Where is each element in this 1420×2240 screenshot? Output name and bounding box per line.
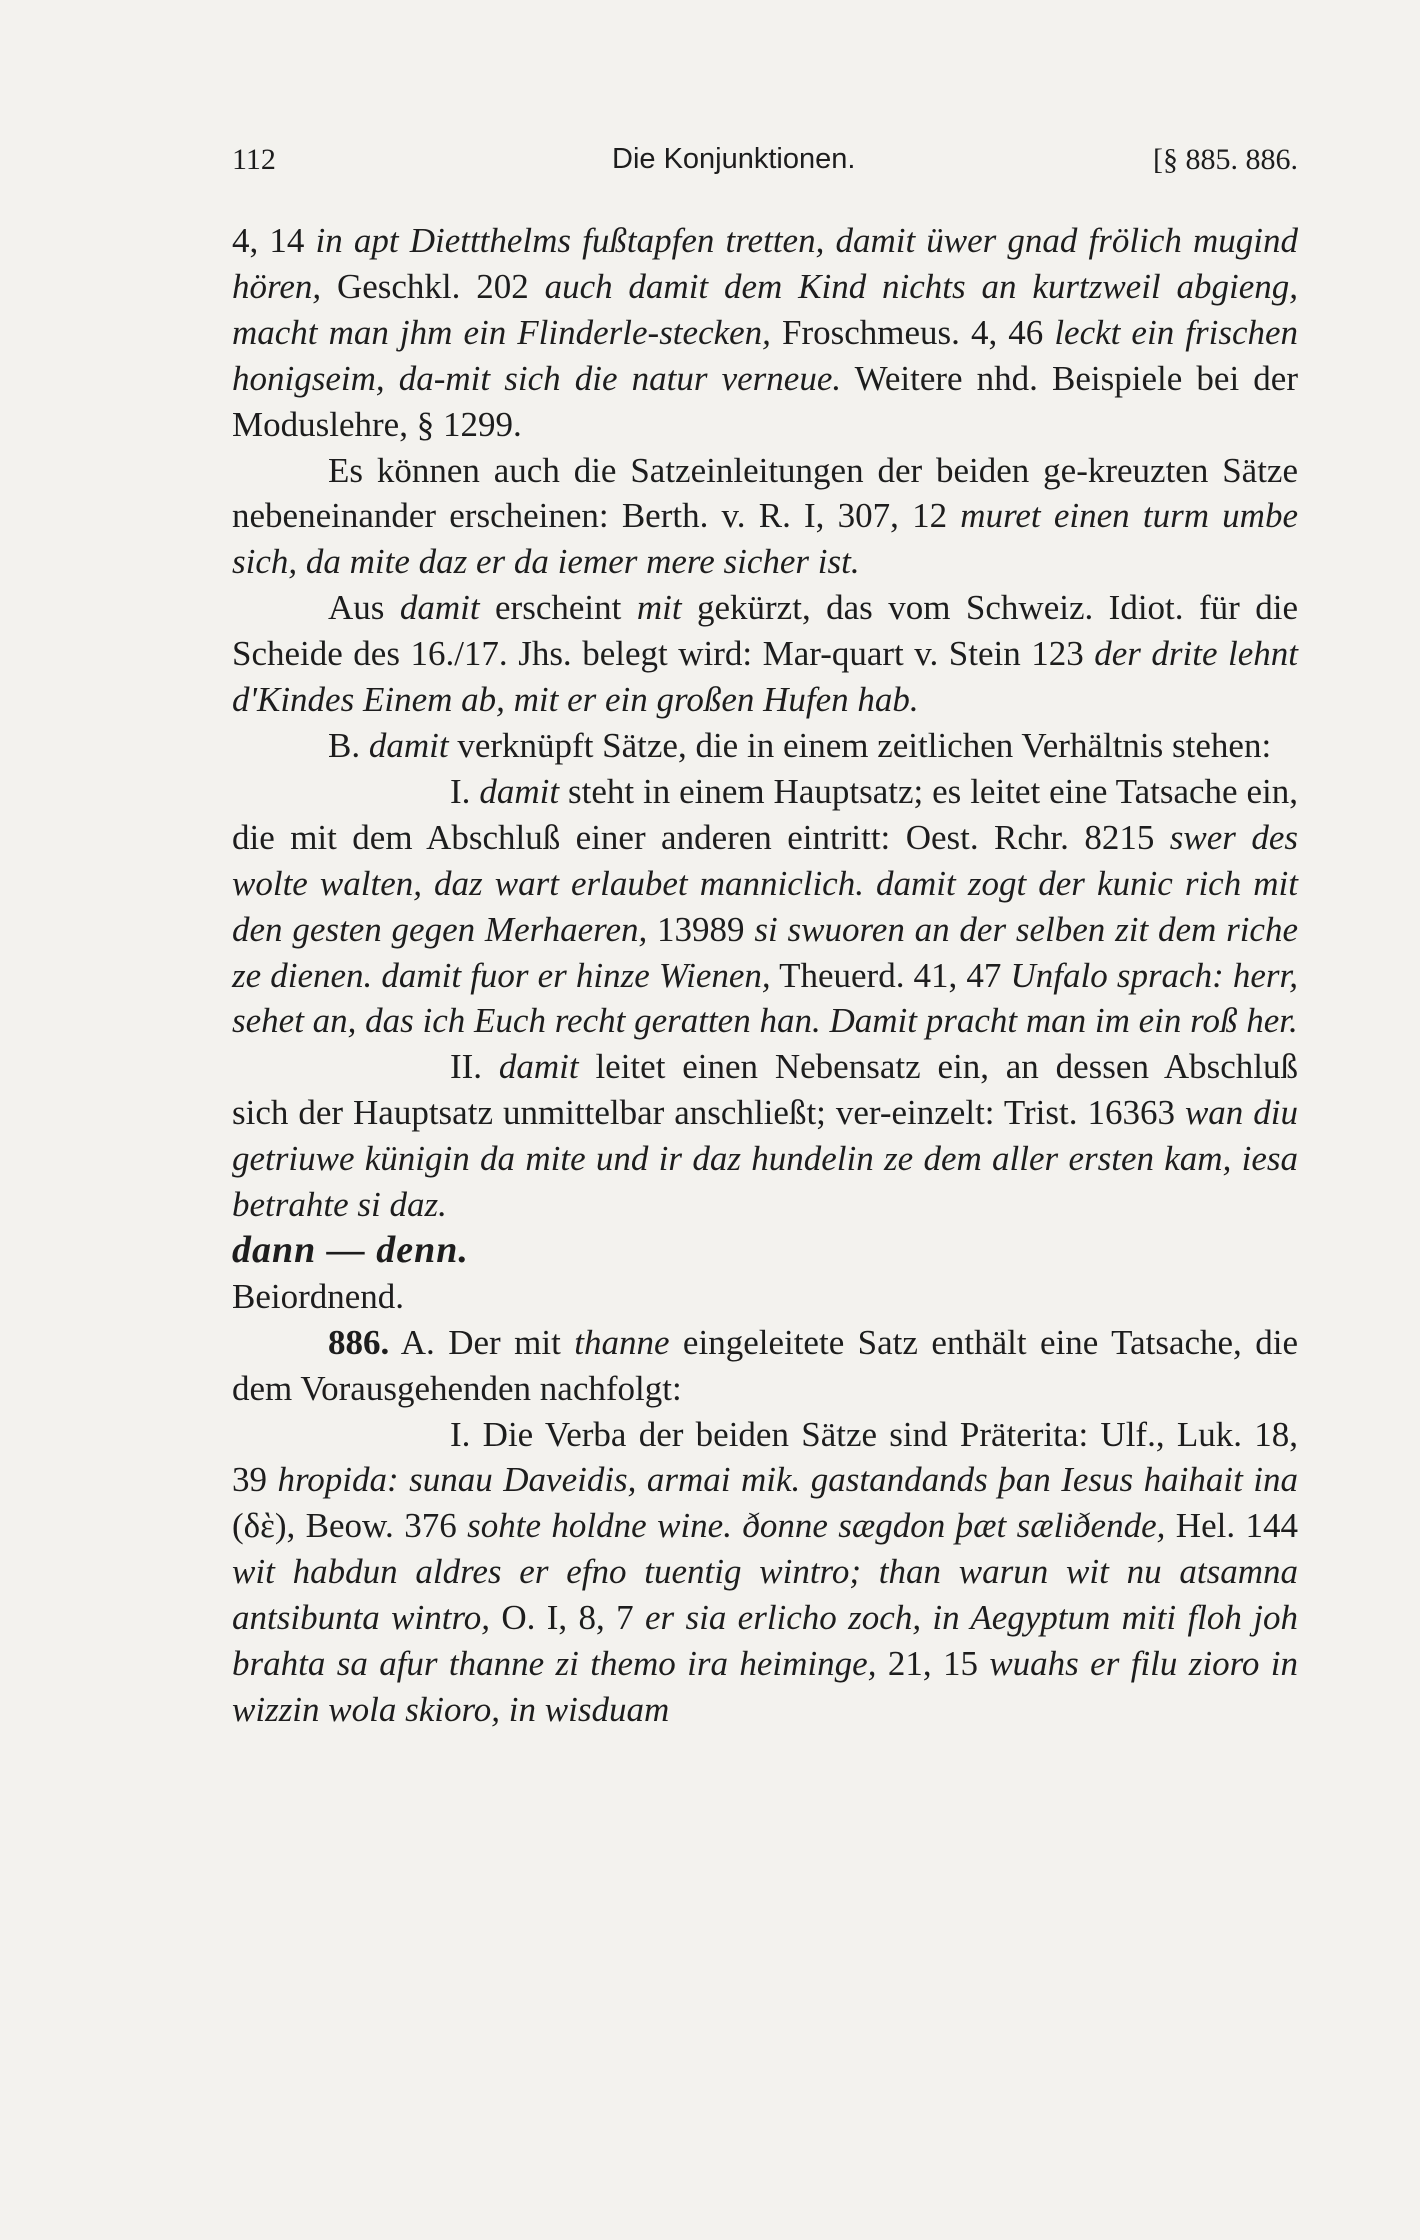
text-run: Hel. 144 <box>1165 1506 1298 1546</box>
running-header <box>232 143 1298 193</box>
text-run: 21, 15 <box>876 1644 990 1684</box>
text-run: Aus <box>328 588 400 628</box>
text-run: O. I, 8, 7 <box>490 1598 645 1638</box>
quote-run: damit <box>368 725 449 765</box>
text-run: erscheint <box>479 588 637 628</box>
text-run: I. Die Verba der beiden Sätze sind Präterita: Ulf., Luk. 18, 39 <box>232 1414 1298 1500</box>
paragraph-continuation <box>232 218 1298 448</box>
quote-run: damit <box>498 1047 579 1087</box>
quote-run: mit <box>636 588 682 628</box>
text-run: Weitere nhd. Beispiele bei der Moduslehre, § 1299. <box>232 358 1298 444</box>
quote-run: wan diu getriuwe künigin da mite und ir daz hundelin ze dem aller ersten kam, iesa betrahte si daz. <box>232 1093 1298 1225</box>
text-run: (δὲ), Beow. 376 <box>232 1506 468 1546</box>
quote-run: si swuoren an der selben zit dem riche ze dienen. damit fuor er hinze Wienen, <box>232 909 1299 995</box>
quote-run: hropida: sunau Daveidis, armai mik. gastandands þan Iesus haihait ina <box>277 1460 1298 1500</box>
paragraph-886-a <box>232 1320 1298 1412</box>
running-title: Die Konjunktionen. <box>612 143 856 175</box>
quote-run: Unfalo sprach: herr, sehet an, das ich Euch recht geratten han. Damit pracht man im ein roß her. <box>232 955 1298 1041</box>
page-number: 112 <box>232 143 276 176</box>
quote-run: leckt ein frischen honigseim, da-mit sich die natur verneue. <box>232 312 1299 398</box>
text-run: 13989 <box>647 909 755 949</box>
quote-run: wit habdun aldres er efno tuentig wintro; than warun wit nu atsamna antsibunta wintro, <box>232 1552 1298 1638</box>
quote-run: der drite lehnt d'Kindes Einem ab, mit er ein großen Hufen hab. <box>232 634 1298 720</box>
text-run: A. Der mit <box>389 1322 575 1362</box>
text-run: eingeleitete Satz enthält eine Tatsache, die dem Vorausgehenden nachfolgt: <box>232 1322 1298 1408</box>
quote-run: wuahs er filu zioro in wizzin wola skioro, in wisduam <box>232 1644 1299 1729</box>
paragraph-section-b-i <box>232 769 1298 1044</box>
paragraph-mit-shortened <box>232 585 1298 723</box>
paragraph-886-a-i <box>232 1412 1298 1733</box>
text-run: B. <box>328 725 369 765</box>
quote-run: damit <box>479 771 560 811</box>
section-subheading: Beiordnend. <box>232 1276 405 1316</box>
text-run: Froschmeus. 4, 46 <box>770 312 1055 352</box>
text-run: leitet einen Nebensatz ein, an dessen Abschluß sich der Hauptsatz unmittelbar anschließt; ver-einzelt: Trist. 16363 <box>232 1047 1298 1133</box>
quote-run: er sia erlicho zoch, in Aegyptum miti floh joh brahta sa afur thanne zi themo ira heiminge, <box>232 1598 1298 1684</box>
body-text <box>232 218 1298 1733</box>
text-run: I. <box>450 771 480 811</box>
quote-run: auch damit dem Kind nichts an kurtzweil abgieng, macht man jhm ein Flinderle-stecken, <box>232 266 1298 352</box>
text-run: verknüpft Sätze, die in einem zeitlichen Verhältnis stehen: <box>448 725 1272 765</box>
paragraph-number: 886. <box>328 1322 390 1362</box>
text-run: Geschkl. 202 <box>321 266 545 306</box>
text-run: gekürzt, das vom Schweiz. Idiot. für die Scheide des 16./17. Jhs. belegt wird: Mar-quart v. Stein 123 <box>232 588 1298 674</box>
text-run: steht in einem Hauptsatz; es leitet eine Tatsache ein, die mit dem Abschluß einer anderen eintritt: Oest. Rchr. 8215 <box>232 771 1299 857</box>
text-run: II. <box>450 1047 499 1087</box>
text-run: Theuerd. 41, 47 <box>770 955 1011 995</box>
quote-run: in apt Diettthelms fußtapfen tretten, damit üwer gnad frölich mugind hören, <box>232 221 1298 306</box>
quote-run: muret einen turm umbe sich, da mite daz er da iemer mere sicher ist. <box>232 496 1298 582</box>
text-run: Es können auch die Satzeinleitungen der beiden ge-kreuzten Sätze nebeneinander erscheinen: Berth. v. R. I, 307, 12 <box>232 450 1298 536</box>
text-run: 4, 14 <box>232 221 316 260</box>
section-reference: [§ 885. 886. <box>1153 143 1298 176</box>
paragraph-crossed-clauses <box>232 448 1298 586</box>
section-heading: dann — denn. <box>232 1228 469 1271</box>
quote-run: swer des wolte walten, daz wart erlaubet manniclich. damit zogt der kunic rich mit den gesten gegen Merhaeren, <box>232 817 1298 949</box>
quote-run: damit <box>399 588 480 628</box>
paragraph-section-b <box>232 723 1298 769</box>
quote-run: thanne <box>574 1322 670 1362</box>
quote-run: sohte holdne wine. ðonne sægdon þæt sæliðende, <box>467 1506 1166 1546</box>
paragraph-section-b-ii <box>232 1044 1298 1228</box>
